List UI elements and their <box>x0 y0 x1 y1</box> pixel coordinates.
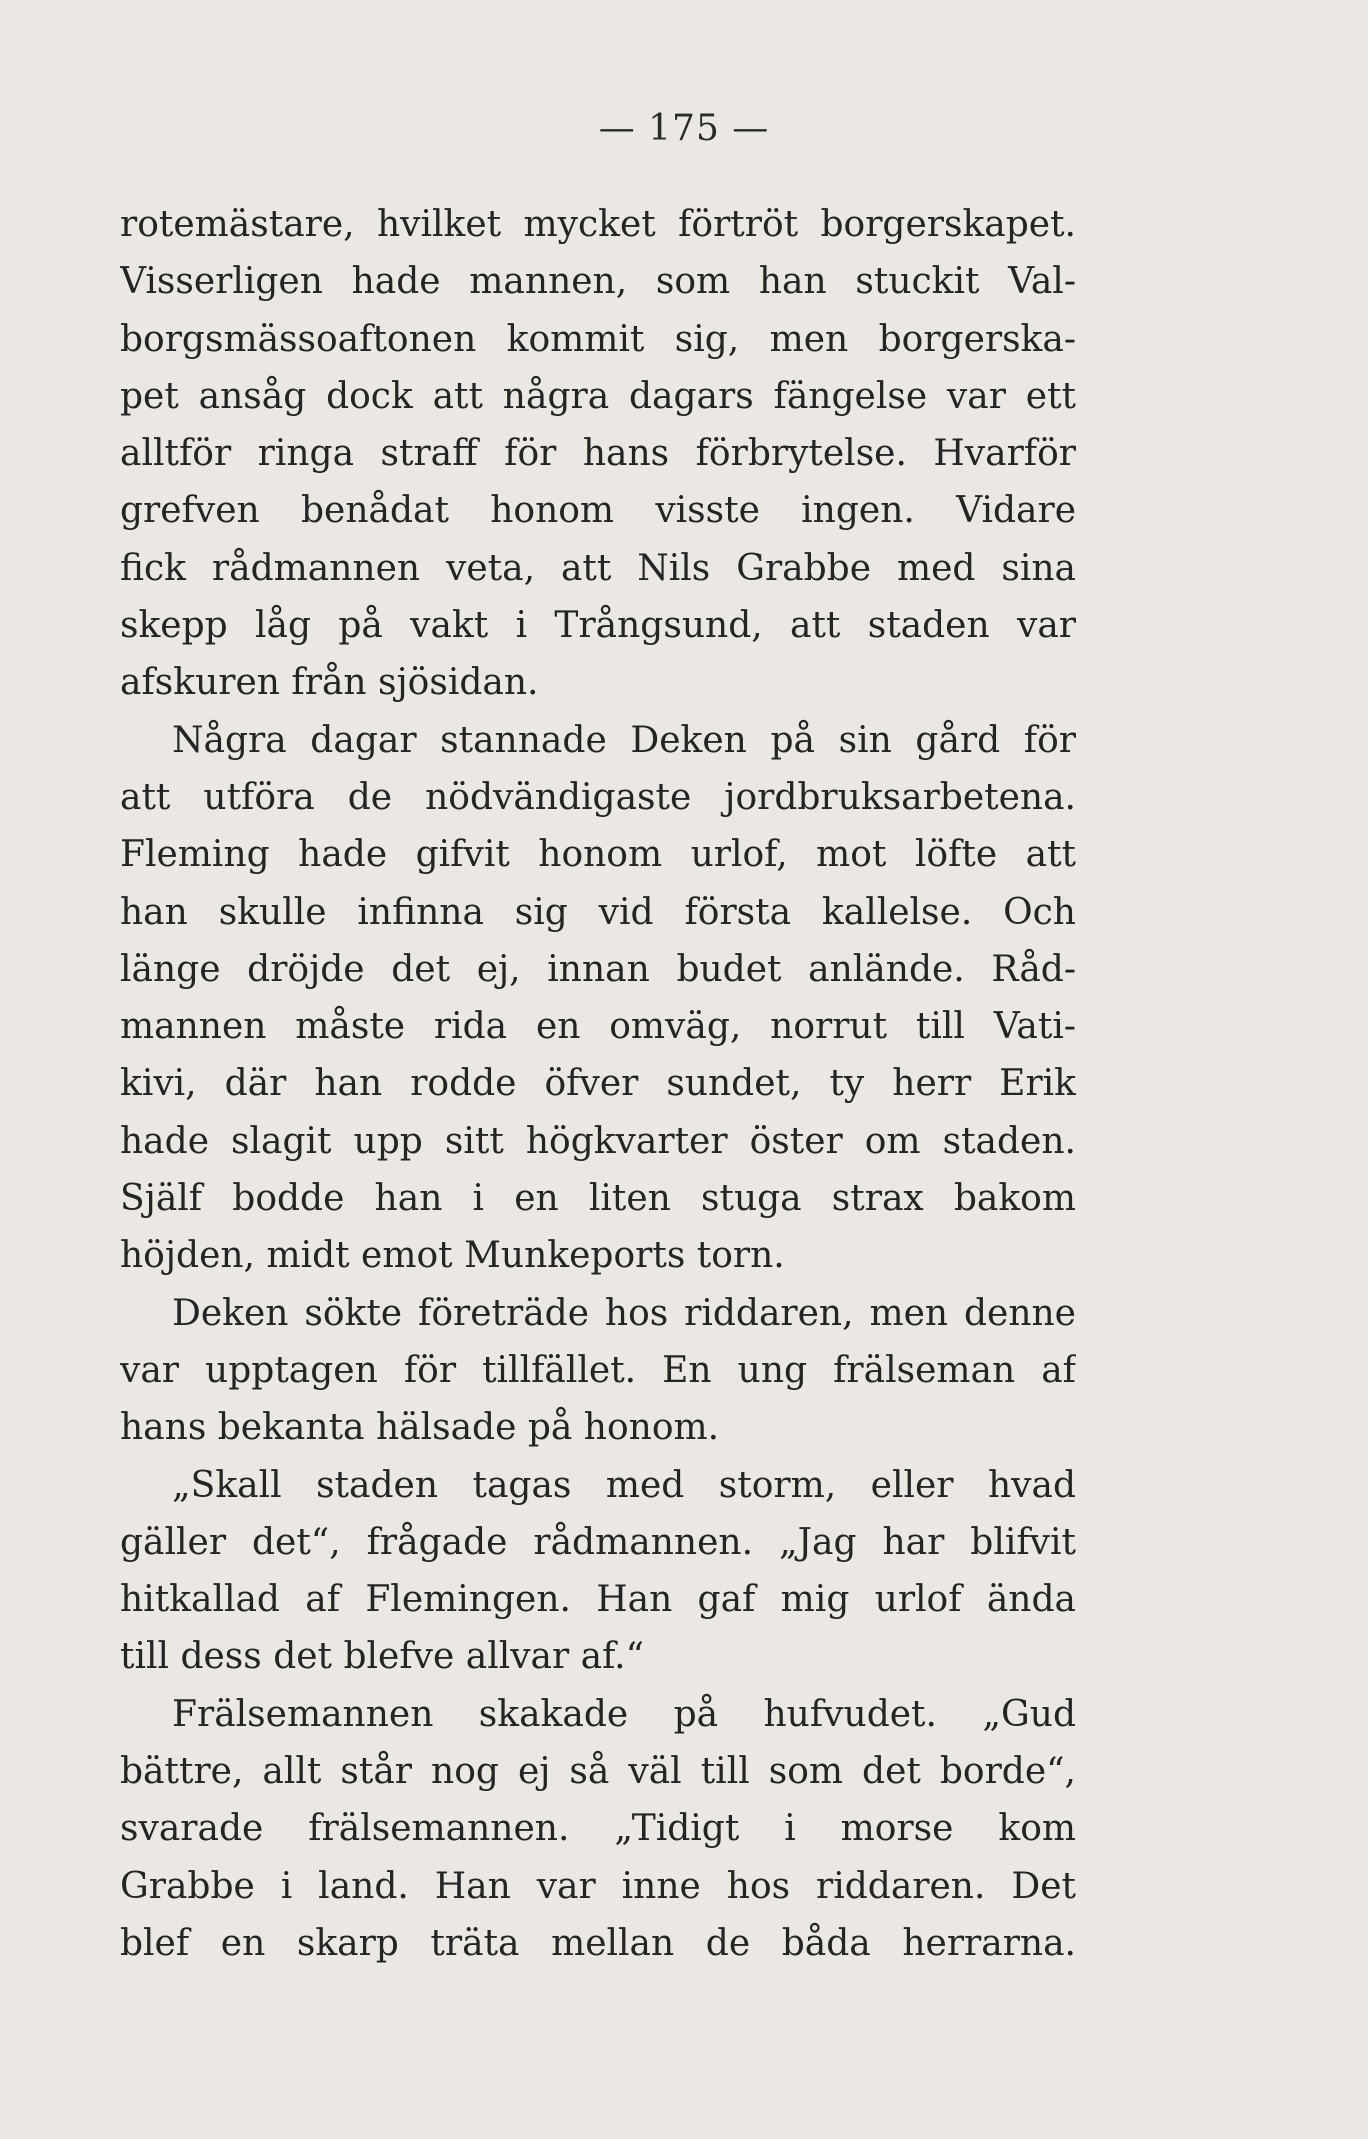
text-line: Några dagar stannade Deken på sin gård för <box>172 719 1076 761</box>
page-number: — 175 — <box>598 108 770 149</box>
text-line: borgsmässoaftonen kommit sig, men borgerska- <box>120 318 1076 360</box>
text-line: afskuren från sjösidan. <box>120 662 539 704</box>
text-line: att utföra de nödvändigaste jordbruksarbetena. <box>120 776 1076 818</box>
text-line: hans bekanta hälsade på honom. <box>120 1407 720 1449</box>
text-line: grefven benådat honom visste ingen. Vidare <box>120 490 1076 532</box>
text-line: „Skall staden tagas med storm, eller hvad <box>172 1464 1076 1506</box>
text-line: Visserligen hade mannen, som han stuckit Val- <box>120 261 1076 303</box>
text-line: mannen måste rida en omväg, norrut till Vati- <box>120 1006 1076 1048</box>
text-line: var upptagen för tillfället. En ung frälseman af <box>120 1349 1076 1391</box>
text-line: Frälsemannen skakade på hufvudet. „Gud <box>172 1693 1076 1735</box>
text-line: höjden, midt emot Munkeports torn. <box>120 1235 785 1277</box>
text-line: Fleming hade gifvit honom urlof, mot löfte att <box>120 834 1076 876</box>
body-text <box>120 196 1076 1972</box>
text-line: rotemästare, hvilket mycket förtröt borgerskapet. <box>120 204 1076 245</box>
text-line: hitkallad af Flemingen. Han gaf mig urlof ända <box>120 1579 1076 1621</box>
text-line: pet ansåg dock att några dagars fängelse var ett <box>120 375 1076 417</box>
text-line: han skulle infinna sig vid första kallelse. Och <box>120 891 1076 933</box>
text-line: alltför ringa straff för hans förbrytelse. Hvarför <box>120 433 1076 475</box>
text-line: Grabbe i land. Han var inne hos riddaren. Det <box>120 1865 1076 1907</box>
text-line: till dess det blefve allvar af.“ <box>120 1636 645 1678</box>
text-line: bättre, allt står nog ej så väl till som det borde“, <box>120 1751 1076 1793</box>
text-line: svarade frälsemannen. „Tidigt i morse kom <box>120 1808 1076 1850</box>
text-line: gäller det“, frågade rådmannen. „Jag har blifvit <box>120 1521 1076 1563</box>
text-line: fick rådmannen veta, att Nils Grabbe med sina <box>120 547 1076 589</box>
text-line: länge dröjde det ej, innan budet anlände. Råd- <box>120 948 1076 990</box>
text-line: Själf bodde han i en liten stuga strax bakom <box>120 1178 1076 1220</box>
text-line: hade slagit upp sitt högkvarter öster om staden. <box>120 1120 1076 1162</box>
text-line: skepp låg på vakt i Trångsund, att staden var <box>120 605 1076 647</box>
text-line: Deken sökte företräde hos riddaren, men denne <box>172 1292 1076 1334</box>
text-line: blef en skarp träta mellan de båda herrarna. <box>120 1922 1076 1964</box>
text-line: kivi, där han rodde öfver sundet, ty herr Erik <box>120 1063 1076 1105</box>
